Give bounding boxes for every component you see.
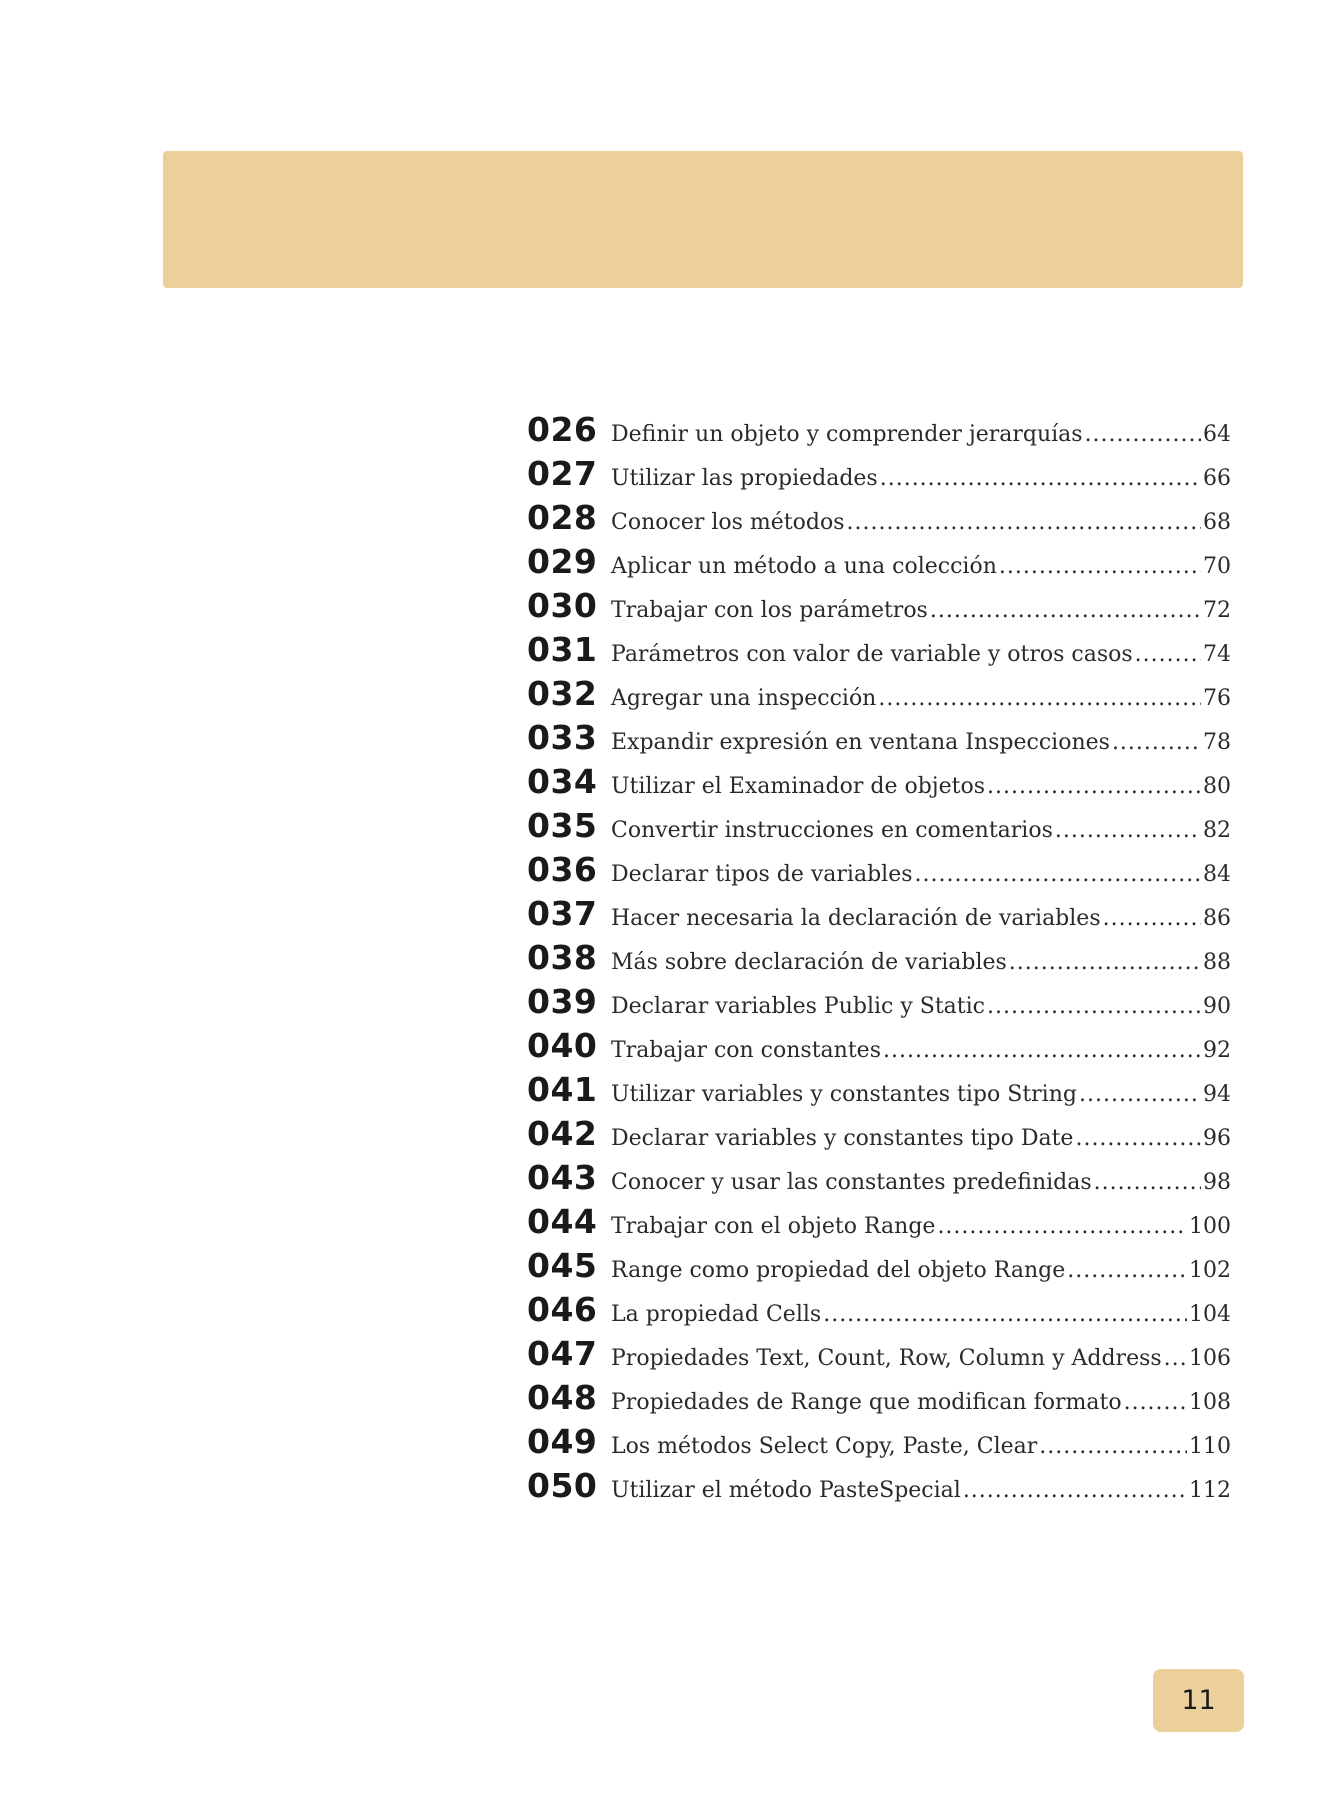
- toc-entry-page: 66: [1203, 466, 1231, 491]
- toc-entry-page: 112: [1189, 1478, 1231, 1503]
- toc-entry[interactable]: [527, 452, 1231, 496]
- toc-entry-number: 029: [527, 542, 598, 581]
- dot-leader: [1164, 1337, 1187, 1381]
- toc-entry-number: 035: [527, 806, 598, 845]
- toc-entry-title: Definir un objeto y comprender jerarquías: [611, 422, 1083, 447]
- toc-entry-page: 72: [1203, 598, 1231, 623]
- toc-entry-title: Más sobre declaración de variables: [611, 950, 1007, 975]
- toc-entry[interactable]: [527, 760, 1231, 804]
- toc-entry-page: 110: [1189, 1434, 1231, 1459]
- toc-entry-title: Range como propiedad del objeto Range: [611, 1258, 1066, 1283]
- toc-entry[interactable]: [527, 1464, 1231, 1508]
- toc-entry[interactable]: [527, 980, 1231, 1024]
- toc-entry-page: 100: [1189, 1214, 1231, 1239]
- toc-entry[interactable]: [527, 804, 1231, 848]
- toc-entry-title: Utilizar variables y constantes tipo String: [611, 1082, 1077, 1107]
- toc-entry-number: 027: [527, 454, 598, 493]
- toc-entry-number: 028: [527, 498, 598, 537]
- dot-leader: [883, 1029, 1201, 1073]
- toc-entry[interactable]: [527, 496, 1231, 540]
- toc-entry-number: 034: [527, 762, 598, 801]
- toc-entry-page: 64: [1203, 422, 1231, 447]
- toc-entry-number: 030: [527, 586, 598, 625]
- toc-entry-number: 044: [527, 1202, 598, 1241]
- toc-entry[interactable]: [527, 584, 1231, 628]
- toc-entry-title: Convertir instrucciones en comentarios: [611, 818, 1053, 843]
- toc-entry-page: 68: [1203, 510, 1231, 535]
- dot-leader: [963, 1469, 1187, 1513]
- toc-entry[interactable]: [527, 1200, 1231, 1244]
- toc-entry-number: 050: [527, 1466, 598, 1505]
- dot-leader: [880, 457, 1201, 501]
- toc-entry[interactable]: [527, 1420, 1231, 1464]
- toc-entry-page: 94: [1203, 1082, 1231, 1107]
- dot-leader: [1085, 413, 1201, 457]
- toc-entry-title: Propiedades de Range que modifican formato: [611, 1390, 1122, 1415]
- toc-entry-title: Los métodos Select Copy, Paste, Clear: [611, 1434, 1038, 1459]
- toc-entry-number: 048: [527, 1378, 598, 1417]
- toc-entry[interactable]: [527, 1112, 1231, 1156]
- toc-entry-title: Parámetros con valor de variable y otros casos: [611, 642, 1133, 667]
- toc-entry-number: 026: [527, 410, 598, 449]
- dot-leader: [878, 677, 1201, 721]
- toc-entry-number: 046: [527, 1290, 598, 1329]
- dot-leader: [1112, 721, 1201, 765]
- toc-entry-title: Expandir expresión en ventana Inspecciones: [611, 730, 1110, 755]
- dot-leader: [847, 501, 1202, 545]
- toc-entry-number: 037: [527, 894, 598, 933]
- toc-entry-page: 84: [1203, 862, 1231, 887]
- toc-entry-title: Hacer necesaria la declaración de variables: [611, 906, 1101, 931]
- dot-leader: [987, 765, 1201, 809]
- toc-entry-page: 96: [1203, 1126, 1231, 1151]
- toc-entry-page: 102: [1189, 1258, 1231, 1283]
- toc-entry-number: 031: [527, 630, 598, 669]
- dot-leader: [1124, 1381, 1187, 1425]
- toc-entry-page: 88: [1203, 950, 1231, 975]
- toc-entry-page: 70: [1203, 554, 1231, 579]
- toc-entry[interactable]: [527, 936, 1231, 980]
- toc-entry[interactable]: [527, 892, 1231, 936]
- dot-leader: [999, 545, 1201, 589]
- toc-entry[interactable]: [527, 628, 1231, 672]
- toc-entry-number: 047: [527, 1334, 598, 1373]
- dot-leader: [915, 853, 1201, 897]
- toc-entry-page: 108: [1189, 1390, 1231, 1415]
- dot-leader: [1094, 1161, 1201, 1205]
- dot-leader: [1079, 1073, 1201, 1117]
- header-band: [163, 151, 1243, 288]
- dot-leader: [1055, 809, 1201, 853]
- dot-leader: [1067, 1249, 1187, 1293]
- toc-entry-title: Declarar variables Public y Static: [611, 994, 985, 1019]
- dot-leader: [930, 589, 1201, 633]
- dot-leader: [1075, 1117, 1201, 1161]
- toc-entry-number: 041: [527, 1070, 598, 1109]
- toc-entry-number: 043: [527, 1158, 598, 1197]
- toc-entry-number: 039: [527, 982, 598, 1021]
- toc-entry[interactable]: [527, 1068, 1231, 1112]
- toc-entry-page: 90: [1203, 994, 1231, 1019]
- toc-entry[interactable]: [527, 716, 1231, 760]
- toc-entry-number: 032: [527, 674, 598, 713]
- toc-entry[interactable]: [527, 1244, 1231, 1288]
- toc-entry-number: 040: [527, 1026, 598, 1065]
- toc-entry-number: 033: [527, 718, 598, 757]
- toc-entry-page: 86: [1203, 906, 1231, 931]
- toc-entry-page: 92: [1203, 1038, 1231, 1063]
- toc-entry[interactable]: [527, 1332, 1231, 1376]
- toc-entry-number: 049: [527, 1422, 598, 1461]
- toc-entry[interactable]: [527, 408, 1231, 452]
- toc-entry-title: Trabajar con el objeto Range: [611, 1214, 936, 1239]
- toc-entry-page: 80: [1203, 774, 1231, 799]
- toc-entry-title: Conocer los métodos: [611, 510, 845, 535]
- toc-entry-number: 045: [527, 1246, 598, 1285]
- toc-entry[interactable]: [527, 848, 1231, 892]
- toc-entry[interactable]: [527, 1024, 1231, 1068]
- dot-leader: [823, 1293, 1187, 1337]
- toc-entry-number: 038: [527, 938, 598, 977]
- toc-entry-page: 82: [1203, 818, 1231, 843]
- page-number: 11: [1153, 1669, 1244, 1732]
- dot-leader: [1135, 633, 1201, 677]
- toc-entry-title: Declarar tipos de variables: [611, 862, 913, 887]
- toc-entry-title: Propiedades Text, Count, Row, Column y Address: [611, 1346, 1162, 1371]
- dot-leader: [1009, 941, 1201, 985]
- dot-leader: [1039, 1425, 1187, 1469]
- toc-entry[interactable]: [527, 672, 1231, 716]
- toc-entry-page: 76: [1203, 686, 1231, 711]
- toc-entry-page: 106: [1189, 1346, 1231, 1371]
- toc-entry-title: La propiedad Cells: [611, 1302, 822, 1327]
- toc-entry-title: Trabajar con los parámetros: [611, 598, 928, 623]
- dot-leader: [937, 1205, 1187, 1249]
- toc-entry-title: Declarar variables y constantes tipo Date: [611, 1126, 1074, 1151]
- toc-entry-title: Utilizar las propiedades: [611, 466, 878, 491]
- toc-entry-page: 78: [1203, 730, 1231, 755]
- toc-entry-title: Trabajar con constantes: [611, 1038, 881, 1063]
- dot-leader: [987, 985, 1201, 1029]
- toc-entry-number: 036: [527, 850, 598, 889]
- toc-entry-title: Aplicar un método a una colección: [611, 554, 997, 579]
- toc-entry[interactable]: [527, 1376, 1231, 1420]
- toc-entry-title: Utilizar el Examinador de objetos: [611, 774, 985, 799]
- toc-entry-title: Agregar una inspección: [611, 686, 877, 711]
- toc-entry[interactable]: [527, 540, 1231, 584]
- toc-entry-title: Utilizar el método PasteSpecial: [611, 1478, 961, 1503]
- toc-entry[interactable]: [527, 1288, 1231, 1332]
- dot-leader: [1103, 897, 1201, 941]
- toc-entry-page: 98: [1203, 1170, 1231, 1195]
- toc-entry-title: Conocer y usar las constantes predefinidas: [611, 1170, 1092, 1195]
- toc-entry-page: 104: [1189, 1302, 1231, 1327]
- toc-entry[interactable]: [527, 1156, 1231, 1200]
- toc-entry-page: 74: [1203, 642, 1231, 667]
- toc-entry-number: 042: [527, 1114, 598, 1153]
- table-of-contents: [527, 408, 1231, 1508]
